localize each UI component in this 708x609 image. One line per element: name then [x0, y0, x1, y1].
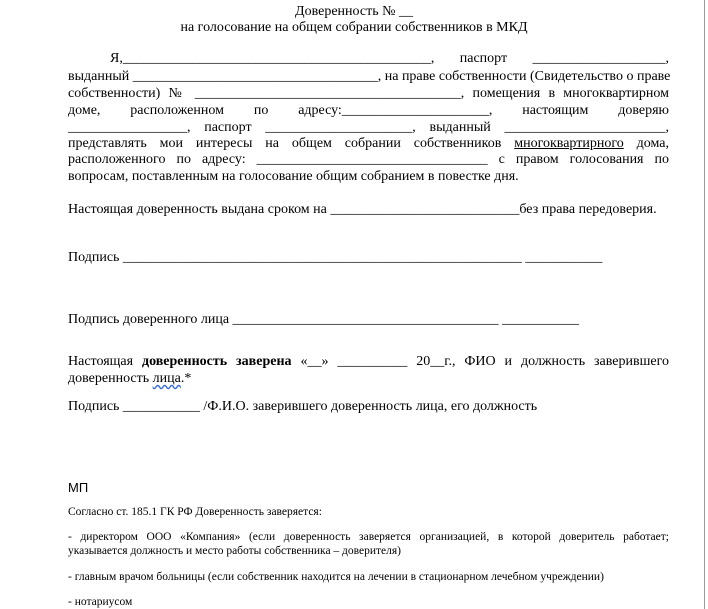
note-item: - главным врачом больницы (если собственник находится на лечении в стационарном лечебном учреждении): [68, 571, 604, 583]
paragraph-line: Я,____________________________________________, паспорт ___________________,: [110, 51, 669, 66]
paragraph-line: [68, 136, 669, 152]
trustee-signature-line: Подпись доверенного лица ______________________________________ ___________: [68, 312, 580, 327]
paragraph-line: вопросам, поставленным на голосование общим собранием в повестке дня.: [68, 169, 519, 184]
text-run: дома,: [623, 136, 669, 151]
certification-line: [68, 354, 669, 370]
note-title: Согласно ст. 185.1 ГК РФ Доверенность заверяется:: [68, 506, 322, 518]
certifier-signature-line: Подпись ___________ /Ф.И.О. заверившего доверенность лица, его должность: [68, 399, 538, 414]
document-title: Доверенность № __: [295, 4, 413, 19]
text-run-spellcheck: лица: [152, 371, 181, 386]
signature-line: Подпись _________________________________________________________ ___________: [68, 250, 603, 265]
term-line: Настоящая доверенность выдана сроком на ___________________________без права передоверия.: [68, 202, 657, 217]
text-run: доверенность: [68, 371, 153, 386]
paragraph-line: собственности) № ______________________________________, помещения в многоквартирном: [68, 86, 669, 101]
text-run: «__» __________ 20__г., ФИО и должность заверившего: [291, 354, 670, 369]
paragraph-line: _________________, паспорт _____________________, выданный _______________________,: [68, 120, 669, 135]
certification-line: [68, 371, 669, 387]
note-item: - нотариусом: [68, 596, 133, 608]
document-subtitle: на голосование на общем собрании собственников в МКД: [180, 20, 528, 35]
paragraph-line: выданный ___________________________________, на праве собственности (Свидетельство о праве: [68, 69, 671, 84]
text-run: представлять мои интересы на общем собрании собственников: [68, 136, 515, 151]
paragraph-line: расположенного по адресу: _________________________________ с правом голосования по: [68, 152, 669, 167]
text-run: Настоящая: [68, 354, 142, 369]
text-run-bold: доверенность заверена: [142, 354, 292, 369]
seal-label: МП: [68, 480, 89, 495]
paragraph-line: доме, расположенном по адресу:_____________________, настоящим доверяю: [68, 103, 669, 118]
text-run-underlined: многоквартирного: [514, 136, 624, 151]
text-run: .*: [180, 371, 192, 386]
note-item: указывается должность и место работы собственника – доверителя): [68, 545, 402, 557]
note-item: - директором ООО «Компания» (если доверенность заверяется организацией, в которой доверитель работает;: [68, 531, 669, 543]
page-edge-line: [704, 0, 705, 609]
